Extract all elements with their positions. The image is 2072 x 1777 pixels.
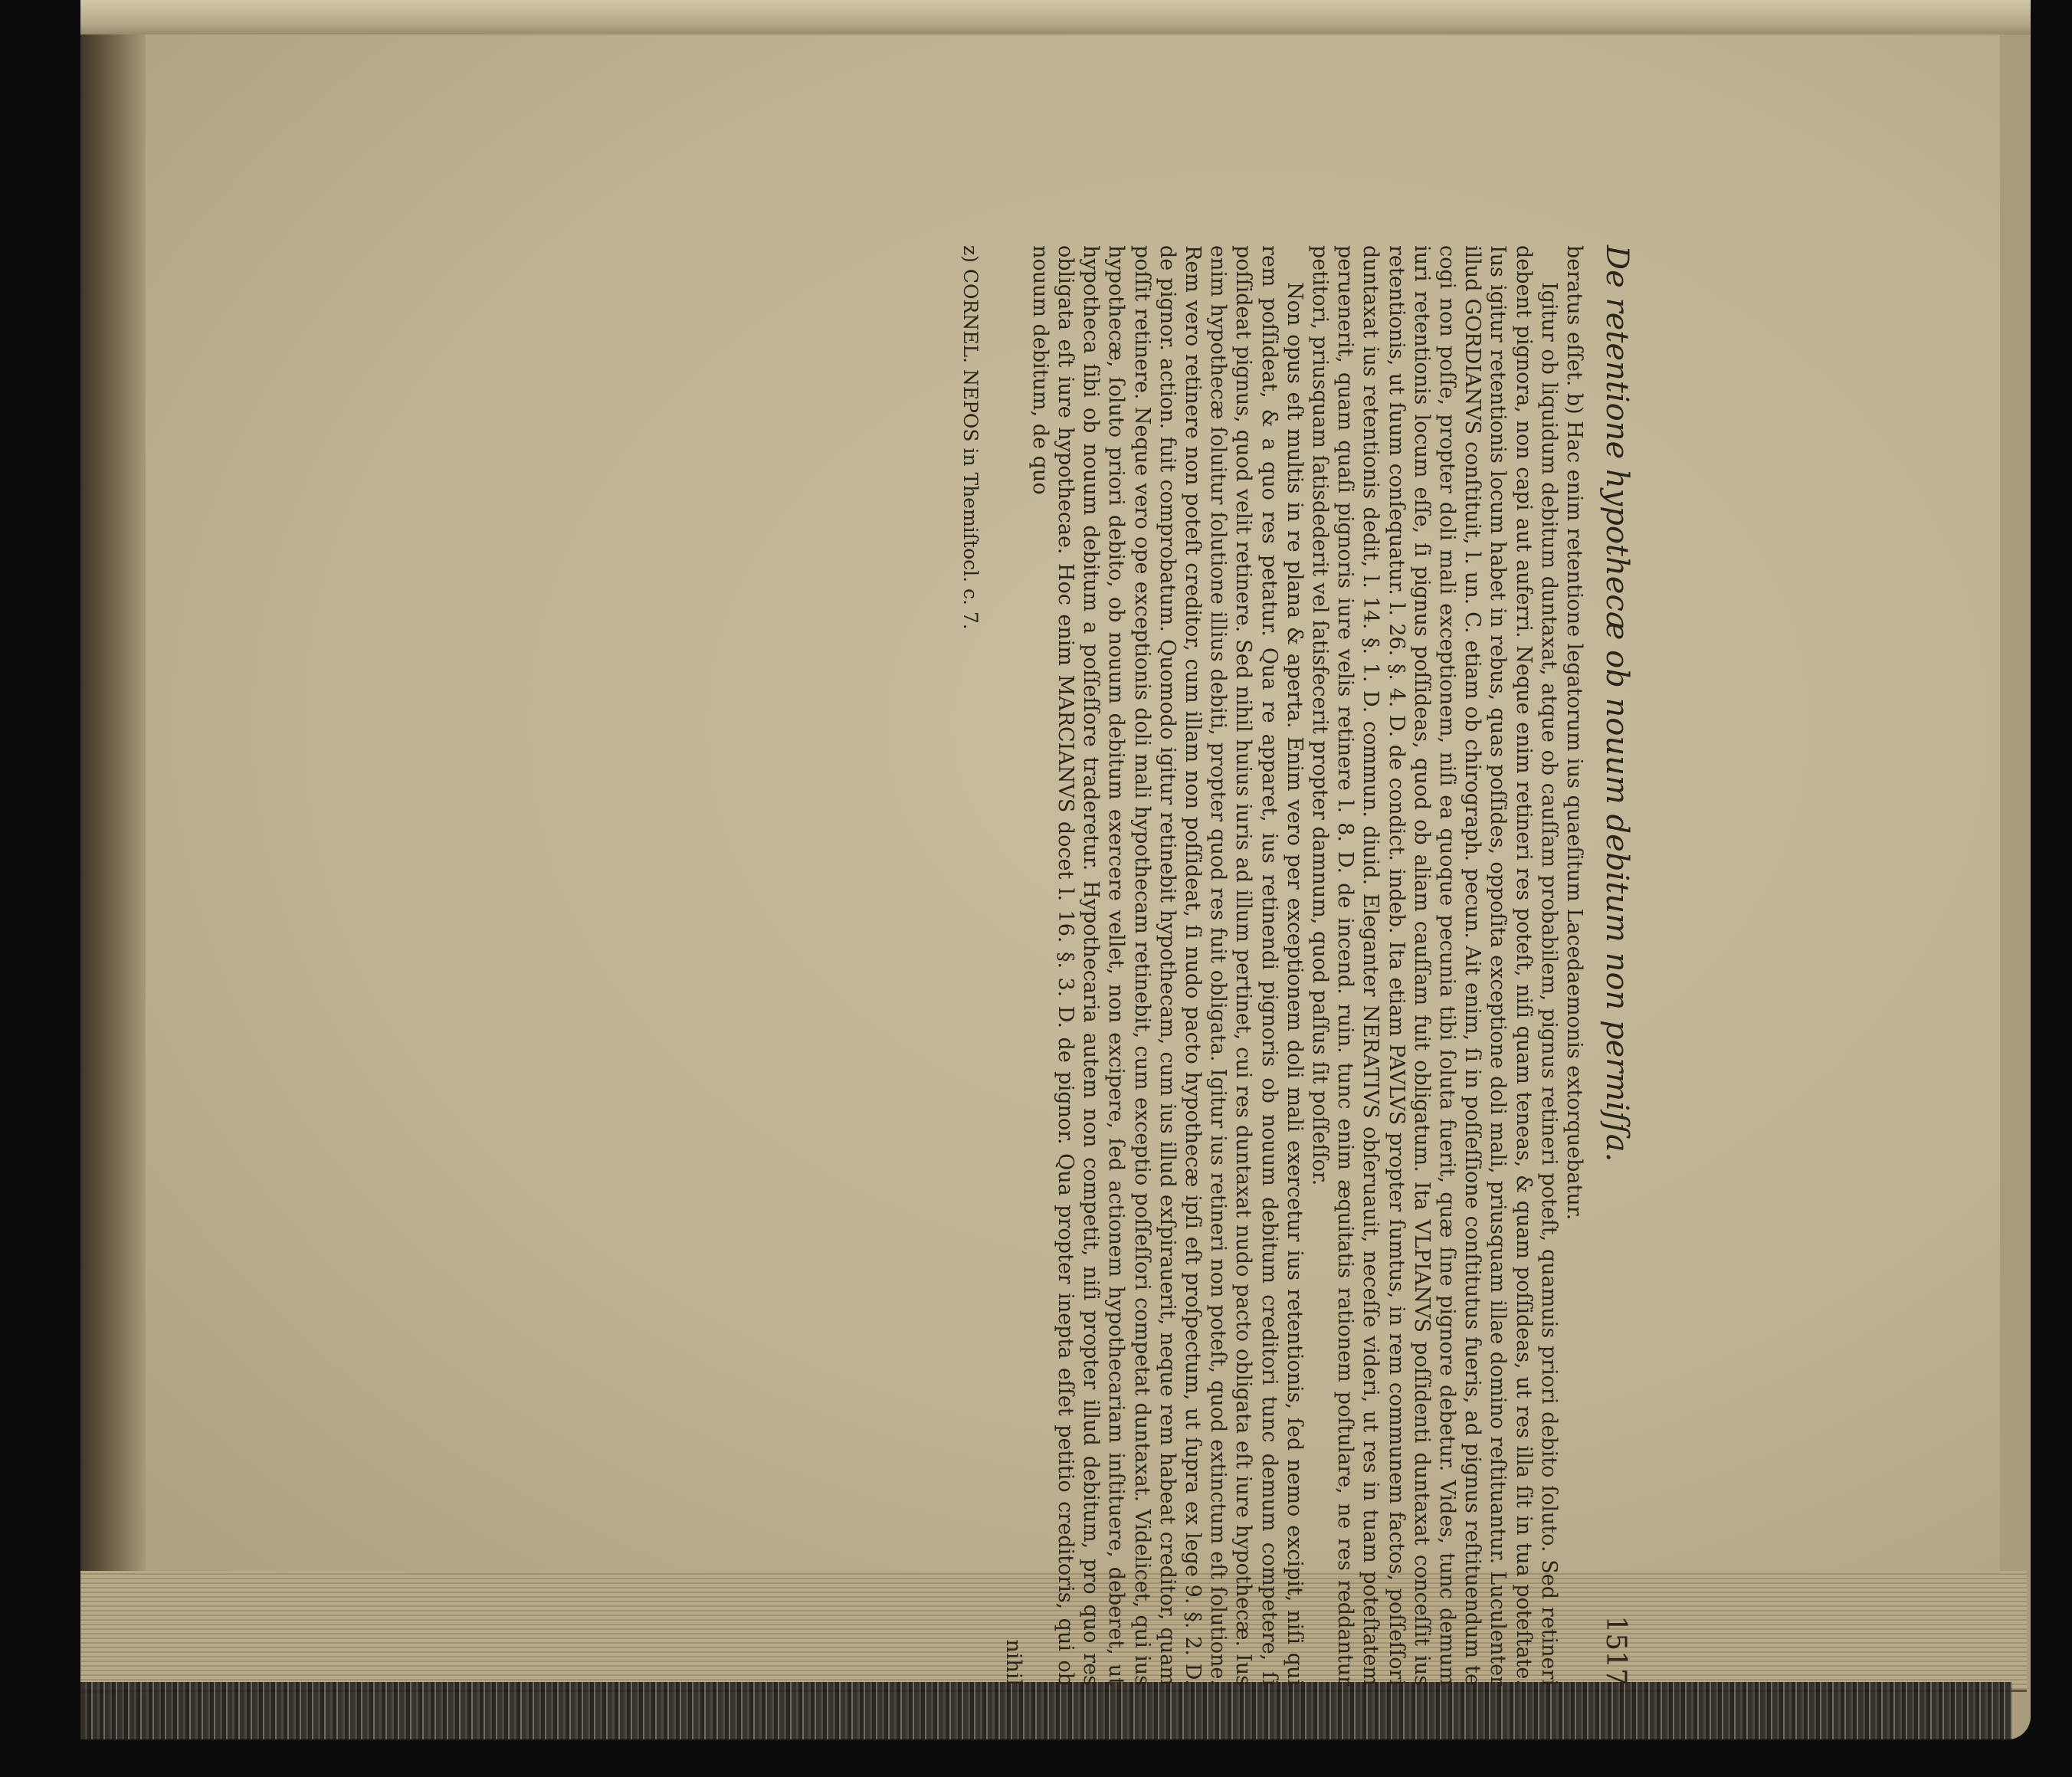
page-top-edge (80, 0, 2031, 34)
marbled-cover-edge (80, 1682, 2011, 1739)
catchword: nihil (1001, 1639, 1025, 1686)
running-head (1596, 245, 1636, 1686)
rotated-text-block (567, 245, 1636, 1686)
paragraph-1: beratus eſſet. b) Hac enim retentione legatorum ius quaeſitum Lacedaemonis extorquebatur. (1562, 245, 1586, 1221)
book-page (146, 34, 2000, 1686)
running-head-title: De retentione hypothecæ ob nouum debitum non permiſſa. (1599, 245, 1634, 1162)
footnote: z) CORNEL. NEPOS in Themiſtocl. c. 7. (959, 245, 982, 630)
paragraph-3: Non opus eſt multis in re plana & aperta. Enim vero per exceptionem doli mali exercetur ius retentionis, ſed nemo excipit, niſi qui rem poſſideat, & a quo res petatur. Qua re apparet, ius retinendi pignoris ob nouum debitum creditori tunc demum competere, ſi poſſideat pignus, quod velit retinere. Sed nihil huius iuris ad illum pertinet, cui res duntaxat nudo pacto obligata eſt iure hypothecæ. Ius enim hypothecæ ſoluitur ſolutione illius debiti, propter quod res fuit obligata. Igitur ius retineri non poteſt, quod extinctum eſt ſolutione. Rem vero retinere non poteſt creditor, cum illam non poſſideat, ſi nudo pacto hypothecæ ipſi eſt proſpectum, ut ſupra ex lege 9. §. 2. D. de pignor. action. fuit comprobatum. Quomodo igitur retinebit hypothecam, cum ius illud exſpirauerit, neque rem habeat creditor, quam poſſit retinere. Neque vero ope exceptionis doli mali hypothecam retinebit, cum exceptio poſſeſſori competat duntaxat. Videlicet, qui ius hypothecæ, ſoluto priori debito, ob nouum debitum exercere vellet, non excipere, ſed actionem hypothecariam inſtituere, deberet, ut hypotheca ſibi ob nouum debitum a poſſeſſore traderetur. Hypothecaria autem non competit, niſi propter illud debitum, pro quo res obligata eſt iure hypothecae. Hoc enim MARCIANVS docet l. 16. §. 3. D. de pignor. Qua propter inepta eſſet petitio creditoris, qui ob nouum debitum, de quo (1028, 245, 1306, 1686)
text-column (958, 245, 1636, 1686)
page-number: 1517 (1600, 1615, 1631, 1686)
book-gutter (80, 0, 146, 1693)
paragraph-2: Igitur ob liquidum debitum duntaxat, atque ob cauſſam probabilem, pignus retineri poteſt, quamuis priori debito ſoluto. Sed retineri debent pignora, non capi aut auferri. Neque enim retineri res poteſt, niſi quam teneas, & quam poſſideas, ut res illa ſit in tua poteſtate. Ius igitur retentionis locum habet in rebus, quas poſſides, oppoſita exceptione doli mali, priusquam illae domino reſtituantur. Luculenter illud GORDIANVS conſtituit, l. un. C. etiam ob chirograph. pecun. Ait enim, ſi in poſſeſſione conſtitutus fueris, ad pignus reſtituendum te cogi non poſſe, propter doli mali exceptionem, niſi ea quoque pecunia tibi ſoluta fuerit, quæ ſine pignore debetur. Vides, tunc demum iuri retentionis locum eſſe, ſi pignus poſſideas, quod ob aliam cauſſam fuit obligatum. Ita VLPIANVS poſſidenti duntaxat conceſſit ius retentionis, ut ſuum conſequatur. l. 26. §. 4. D. de condict. indeb. Ita etiam PAVLVS propter ſumtus, in rem communem factos, poſſeſſori duntaxat ius retentionis dedit, l. 14. §. 1. D. commun. diuid. Eleganter NERATIVS obſeruauit, neceſſe videri, ut res in tuam poteſtatem peruenerit, quam quaſi pignoris iure velis retinere l. 8. D. de incend. ruin. tunc enim æquitatis rationem poſtulare, ne res reddantur petitori, priusquam ſatisdederit vel ſatisfecerit propter damnum, quod paſſus ſit poſſeſſor. (1307, 245, 1561, 1686)
